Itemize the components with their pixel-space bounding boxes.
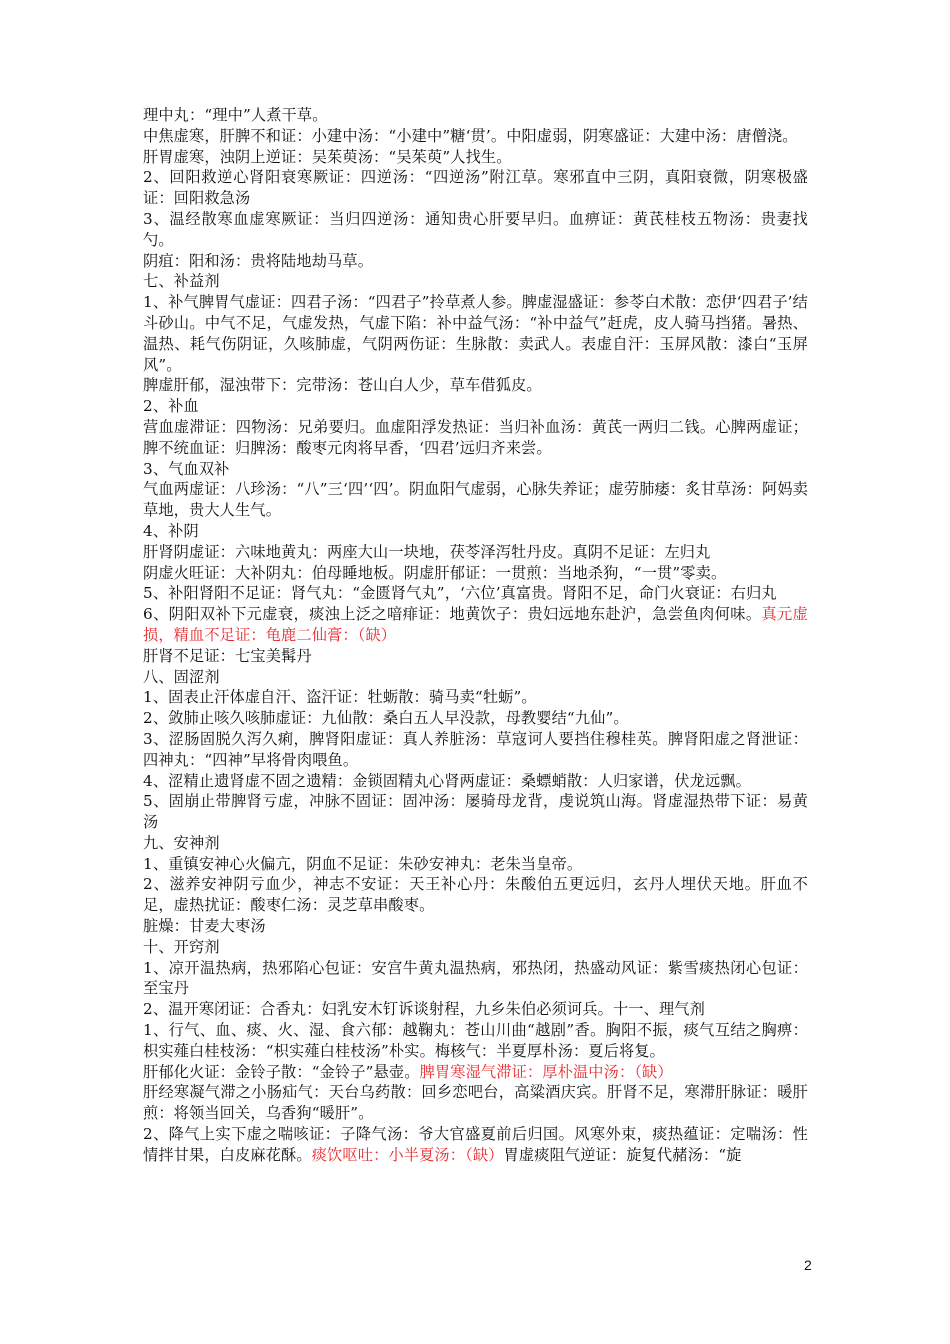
text-paragraph	[143, 105, 808, 126]
text-segment: 3、涩肠固脱久泻久痢，脾肾阳虚证：真人养脏汤：草寇诃人要挡住穆桂英。脾肾阳虚之肾泄证：四神丸：“四神”早将骨肉喂鱼。	[143, 729, 808, 769]
text-paragraph	[143, 1020, 808, 1062]
text-paragraph	[143, 563, 808, 584]
text-segment: 1、固表止汗体虚自汗、盗汗证：牡蛎散：骑马卖“牡蛎”。	[143, 688, 537, 707]
text-paragraph	[143, 375, 808, 396]
text-segment: 2、回阳救逆心肾阳衰寒厥证：四逆汤：“四逆汤”附江草。寒邪直中三阴，真阳衰微，阴寒极盛证：回阳救急汤	[143, 168, 808, 208]
text-paragraph	[143, 542, 808, 563]
text-paragraph	[143, 417, 808, 459]
text-segment: 阴虚火旺证：大补阴丸：伯母睡地板。阴虚肝郁证：一贯煎：当地杀狗，“一贯”零卖。	[143, 563, 727, 582]
text-paragraph	[143, 937, 808, 958]
text-segment: 肝郁化火证：金铃子散：“金铃子”悬壶。	[143, 1062, 420, 1081]
text-paragraph	[143, 874, 808, 916]
highlighted-text: 痰饮呕吐：小半夏汤：（缺）	[311, 1145, 504, 1164]
text-segment: 3、温经散寒血虚寒厥证：当归四逆汤：通知贵心肝要早归。血痹证：黄芪桂枝五物汤：贵妻找勺。	[143, 209, 808, 249]
text-segment: 1、补气脾胃气虚证：四君子汤：“四君子”拎草煮人参。脾虚湿盛证：参苓白术散：恋伊‘四君子’结斗砂山。中气不足，气虚发热，气虚下陷：补中益气汤：“补中益气”赶虎，皮人骑马挡猪。暑热、温热、耗气伤阴证，久咳肺虚，气阴两伤证：生脉散：卖武人。表虚自汗：玉屏风散：漆白“玉屏风”。	[143, 293, 808, 374]
text-segment: 4、补阴	[143, 521, 199, 540]
text-segment: 肝经寒凝气滞之小肠疝气：天台乌药散：回乡恋吧台，高粱酒庆宾。肝肾不足，寒滞肝脉证：暖肝煎：将领当回关，乌香狗“暖肝”。	[143, 1083, 808, 1123]
text-segment: 九、安神剂	[143, 833, 220, 852]
text-segment: 阴疽：阳和汤：贵将陆地劫马草。	[143, 251, 374, 270]
text-segment: 七、补益剂	[143, 272, 220, 291]
text-paragraph	[143, 479, 808, 521]
text-paragraph	[143, 708, 808, 729]
text-paragraph	[143, 958, 808, 1000]
text-segment: 十、开窍剂	[143, 937, 220, 956]
text-paragraph	[143, 729, 808, 771]
text-segment: 2、敛肺止咳久咳肺虚证：九仙散：桑白五人早没款，母教婴结“九仙”。	[143, 709, 629, 728]
text-paragraph	[143, 251, 808, 272]
text-segment: 1、凉开温热病，热邪陷心包证：安宫牛黄丸温热病，邪热闭，热盛动风证：紫雪痰热闭心包证：至宝丹	[143, 958, 808, 998]
text-paragraph	[143, 396, 808, 417]
text-segment: 5、补阳肾阳不足证：肾气丸：“金匮肾气丸”，‘六位’真富贵。肾阳不足，命门火衰证：右归丸	[143, 584, 777, 603]
text-segment: 2、滋养安神阴亏血少，神志不安证：天王补心丹：朱酸伯五更远归，玄丹人埋伏天地。肝血不足，虚热扰证：酸枣仁汤：灵芝草串酸枣。	[143, 875, 808, 915]
text-paragraph	[143, 916, 808, 937]
text-segment: 理中丸：“理中”人煮干草。	[143, 106, 328, 124]
text-paragraph	[143, 1082, 808, 1124]
text-segment: 4、涩精止遗肾虚不固之遗精：金锁固精丸心肾两虚证：桑螵蛸散：人归家谱，伏龙远飘。	[143, 771, 751, 790]
text-segment: 2、补血	[143, 397, 199, 416]
text-segment: 脏燥：甘麦大枣汤	[143, 917, 266, 936]
text-segment: 胃虚痰阻气逆证：旋复代赭汤：“旋	[503, 1145, 742, 1164]
text-segment: 营血虚滞证：四物汤：兄弟要归。血虚阳浮发热证：当归补血汤：黄芪一两归二钱。心脾两虚证；脾不统血证：归脾汤：酸枣元肉将早香，‘四君’远归齐来尝。	[143, 417, 808, 457]
text-segment: 肝胃虚寒，浊阴上逆证：吴茱萸汤：“吴茱萸”人找生。	[143, 147, 512, 166]
highlighted-text: 真元虚损，精血不足证：龟鹿二仙膏：（缺）	[143, 605, 808, 644]
text-segment: 5、固崩止带脾肾亏虚，冲脉不固证：固冲汤：屡骑母龙背，虔说筑山海。肾虚湿热带下证：易黄汤	[143, 792, 808, 832]
text-paragraph	[143, 1124, 808, 1166]
text-paragraph	[143, 583, 808, 604]
text-segment: 1、行气、血、痰、火、湿、食六郁：越鞠丸：苍山川曲“越剧”香。胸阳不振，痰气互结之胸痹：枳实薤白桂枝汤：“枳实薤白桂枝汤”朴实。梅核气：半夏厚朴汤：夏后将复。	[143, 1021, 808, 1060]
text-segment: 八、固涩剂	[143, 667, 220, 686]
text-paragraph	[143, 667, 808, 688]
text-paragraph	[143, 459, 808, 480]
page-number: 2	[804, 1257, 812, 1273]
document-body	[143, 105, 808, 1166]
text-paragraph	[143, 604, 808, 646]
text-paragraph	[143, 771, 808, 792]
text-paragraph	[143, 854, 808, 875]
text-segment: 2、降气上实下虚之喘咳证：子降气汤：爷大官盛夏前后归国。风寒外束，痰热蕴证：定喘汤：性情拌甘果，白皮麻花酥。	[143, 1125, 808, 1164]
text-paragraph	[143, 833, 808, 854]
text-paragraph	[143, 292, 808, 375]
text-paragraph	[143, 791, 808, 833]
text-segment: 肝肾阴虚证：六味地黄丸：两座大山一块地，茯苓泽泻牡丹皮。真阴不足证：左归丸	[143, 542, 711, 561]
text-segment: 肝肾不足证：七宝美髯丹	[143, 646, 312, 665]
text-paragraph	[143, 646, 808, 667]
text-segment: 脾虚肝郁，湿浊带下：完带汤：苍山白人少，草车借狐皮。	[143, 376, 542, 395]
text-paragraph	[143, 687, 808, 708]
text-segment: 6、阴阳双补下元虚衰，痰浊上泛之喑痱证：地黄饮子：贵妇远地东赴沪，急尝鱼肉何味。	[143, 605, 762, 624]
text-paragraph	[143, 999, 808, 1020]
text-paragraph	[143, 147, 808, 168]
text-segment: 气血两虚证：八珍汤：“八”三‘四’‘四’。阴血阳气虚弱，心脉失养证；虚劳肺痿：炙甘草汤：阿妈卖草地，贵大人生气。	[143, 480, 808, 520]
text-paragraph	[143, 209, 808, 251]
text-segment: 2、温开寒闭证：合香丸：妇乳安木钉诉谈射程，九乡朱伯必须诃兵。十一、理气剂	[143, 1000, 705, 1019]
text-paragraph	[143, 126, 808, 147]
highlighted-text: 脾胃寒湿气滞证：厚朴温中汤：（缺）	[419, 1062, 673, 1081]
text-segment: 3、气血双补	[143, 459, 230, 478]
text-paragraph	[143, 521, 808, 542]
text-paragraph	[143, 1062, 808, 1083]
text-segment: 中焦虚寒，肝脾不和证：小建中汤：“小建中”糖‘贯’。中阳虚弱，阴寒盛证：大建中汤：唐僧浇。	[143, 126, 798, 145]
text-segment: 1、重镇安神心火偏亢，阴血不足证：朱砂安神丸：老朱当皇帝。	[143, 854, 583, 873]
text-paragraph	[143, 271, 808, 292]
text-paragraph	[143, 167, 808, 209]
